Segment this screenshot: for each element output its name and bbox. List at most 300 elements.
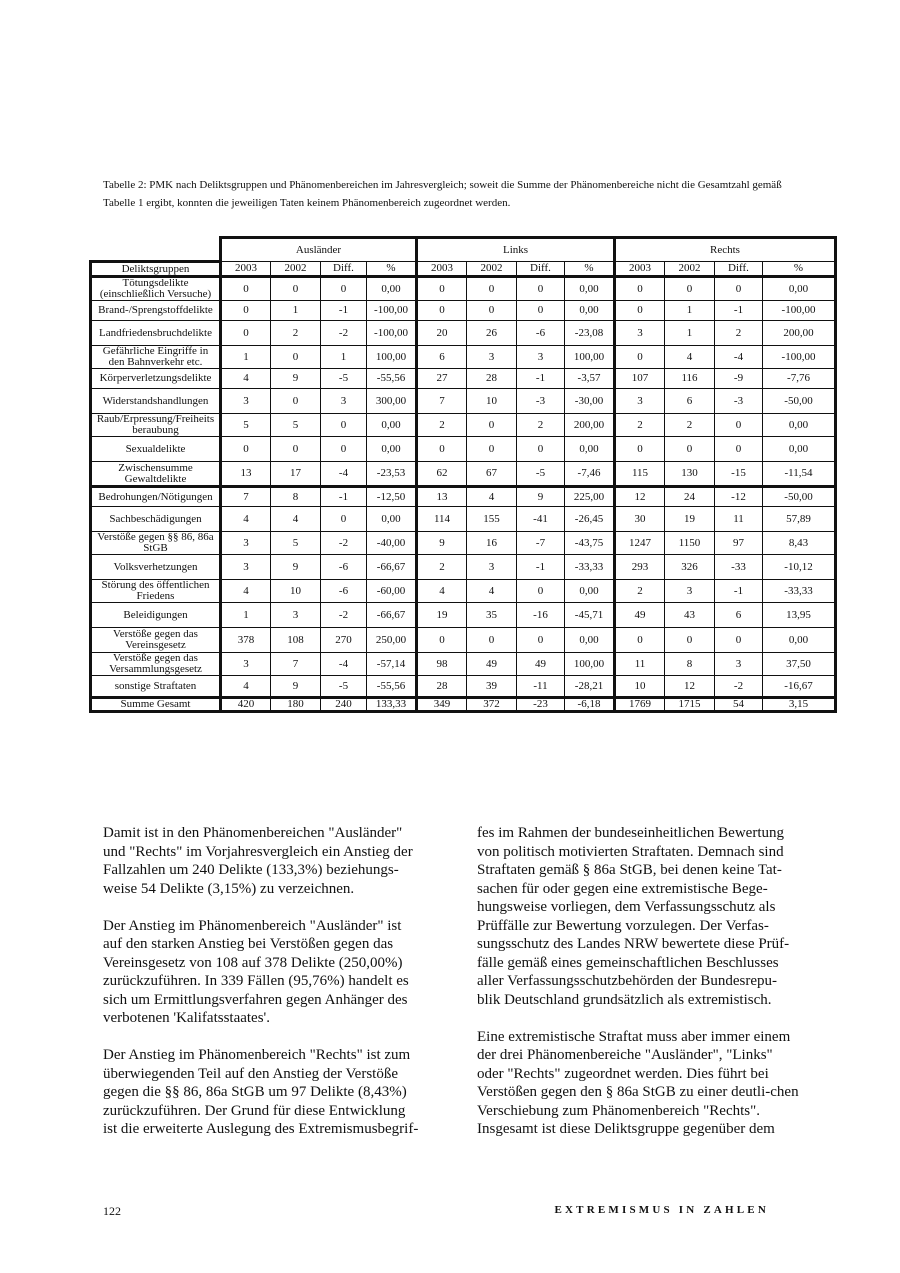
value-cell: 0 <box>665 277 715 301</box>
value-cell: -23,08 <box>565 321 615 346</box>
row-label-line: Verstöße gegen §§ 86, 86a <box>97 531 214 543</box>
value-cell: -7,46 <box>565 462 615 487</box>
value-cell: -55,56 <box>367 676 417 698</box>
value-cell: 1715 <box>665 698 715 712</box>
row-label <box>91 277 221 301</box>
row-header: Deliktsgruppen <box>91 262 221 277</box>
row-label-line: Versammlungsgesetz <box>109 663 202 675</box>
value-cell: -6 <box>321 580 367 603</box>
value-cell: -4 <box>715 346 763 369</box>
table-row <box>91 321 836 346</box>
value-cell: 0 <box>417 437 467 462</box>
value-cell: 0,00 <box>763 628 836 653</box>
value-cell: 2 <box>517 414 565 437</box>
value-cell: 0 <box>417 277 467 301</box>
value-cell: -5 <box>517 462 565 487</box>
row-label <box>91 603 221 628</box>
value-cell: 9 <box>517 487 565 507</box>
value-cell: 1247 <box>615 532 665 555</box>
value-cell: 28 <box>417 676 467 698</box>
value-cell: 3 <box>615 321 665 346</box>
value-cell: 2 <box>615 580 665 603</box>
value-cell: 0 <box>467 628 517 653</box>
value-cell: 1150 <box>665 532 715 555</box>
row-label <box>91 414 221 437</box>
value-cell: 57,89 <box>763 507 836 532</box>
group-header-row <box>91 238 836 262</box>
value-cell: -3 <box>715 389 763 414</box>
value-cell: 0 <box>615 346 665 369</box>
value-cell: -12,50 <box>367 487 417 507</box>
pmk-table <box>89 236 837 713</box>
value-cell: 0 <box>321 437 367 462</box>
value-cell: -50,00 <box>763 389 836 414</box>
value-cell: -15 <box>715 462 763 487</box>
value-cell: 20 <box>417 321 467 346</box>
row-label-line: Landfriedensbruchdelikte <box>98 326 212 339</box>
value-cell: 8 <box>665 653 715 676</box>
value-cell: 3 <box>467 555 517 580</box>
value-cell: 100,00 <box>565 346 615 369</box>
group-header-0: Ausländer <box>221 238 417 262</box>
row-label-line: StGB <box>143 542 168 554</box>
value-cell: -33 <box>715 555 763 580</box>
value-cell: 8,43 <box>763 532 836 555</box>
value-cell: 0 <box>417 301 467 321</box>
value-cell: 28 <box>467 369 517 389</box>
value-cell: -45,71 <box>565 603 615 628</box>
value-cell: -7,76 <box>763 369 836 389</box>
value-cell: 0,00 <box>367 277 417 301</box>
value-cell: 7 <box>221 487 271 507</box>
row-label-line: Bedrohungen/Nötigungen <box>98 490 213 503</box>
value-cell: 0 <box>271 277 321 301</box>
column-header: 2003 <box>615 262 665 277</box>
value-cell: 3 <box>665 580 715 603</box>
row-label-line: Gefährliche Eingriffe in <box>102 345 209 357</box>
value-cell: 3 <box>715 653 763 676</box>
table-row <box>91 555 836 580</box>
value-cell: -40,00 <box>367 532 417 555</box>
value-cell: 270 <box>321 628 367 653</box>
value-cell: 3 <box>221 389 271 414</box>
value-cell: -9 <box>715 369 763 389</box>
row-label-line: Verstöße gegen das <box>113 628 198 640</box>
value-cell: 0,00 <box>763 414 836 437</box>
value-cell: 115 <box>615 462 665 487</box>
value-cell: -2 <box>715 676 763 698</box>
value-cell: -60,00 <box>367 580 417 603</box>
value-cell: 420 <box>221 698 271 712</box>
value-cell: -16,67 <box>763 676 836 698</box>
value-cell: -2 <box>321 603 367 628</box>
value-cell: 0 <box>271 389 321 414</box>
column-header: 2003 <box>417 262 467 277</box>
table-row <box>91 301 836 321</box>
value-cell: -6,18 <box>565 698 615 712</box>
value-cell: 9 <box>417 532 467 555</box>
value-cell: 13 <box>417 487 467 507</box>
value-cell: 4 <box>221 507 271 532</box>
value-cell: 97 <box>715 532 763 555</box>
body-column-right <box>477 824 799 1157</box>
value-cell: 0 <box>517 277 565 301</box>
value-cell: 0 <box>517 628 565 653</box>
value-cell: 2 <box>615 414 665 437</box>
value-cell: -10,12 <box>763 555 836 580</box>
value-cell: 200,00 <box>763 321 836 346</box>
value-cell: 5 <box>271 414 321 437</box>
value-cell: -50,00 <box>763 487 836 507</box>
value-cell: 27 <box>417 369 467 389</box>
row-label-line: Tötungsdelikte <box>122 277 189 289</box>
value-cell: -7 <box>517 532 565 555</box>
value-cell: 67 <box>467 462 517 487</box>
row-label-line: (einschließlich Versuche) <box>99 288 212 300</box>
value-cell: -100,00 <box>763 301 836 321</box>
value-cell: 10 <box>467 389 517 414</box>
value-cell: 1 <box>221 603 271 628</box>
value-cell: 49 <box>467 653 517 676</box>
column-header: % <box>367 262 417 277</box>
row-label-line: Sexualdelikte <box>125 442 186 455</box>
column-header: 2002 <box>665 262 715 277</box>
value-cell: 13 <box>221 462 271 487</box>
value-cell: 100,00 <box>367 346 417 369</box>
paragraph: Eine extremistische Straftat muss aber immer einem der drei Phänomenbereiche "Ausländer", "Links" oder "Rechts" zugeordnet werden. Dies führt bei Verstößen gegen den § 86a StGB zu einer deutli-chen Verschiebung zum Phänomenbereich "Rechts". Insgesamt ist diese Deliktsgruppe gegenüber dem <box>477 1028 799 1137</box>
column-header: % <box>565 262 615 277</box>
value-cell: -5 <box>321 676 367 698</box>
value-cell: 133,33 <box>367 698 417 712</box>
value-cell: 0 <box>715 437 763 462</box>
value-cell: -1 <box>517 555 565 580</box>
value-cell: 0,00 <box>565 301 615 321</box>
value-cell: -4 <box>321 462 367 487</box>
row-label-line: Körperverletzungsdelikte <box>99 372 212 384</box>
value-cell: 16 <box>467 532 517 555</box>
row-label-line: beraubung <box>132 424 179 436</box>
value-cell: 4 <box>221 580 271 603</box>
row-label <box>91 555 221 580</box>
table-row <box>91 698 836 712</box>
table-row <box>91 277 836 301</box>
running-title: EXTREMISMUS IN ZAHLEN <box>554 1204 769 1216</box>
value-cell: 108 <box>271 628 321 653</box>
value-cell: -100,00 <box>367 321 417 346</box>
value-cell: -1 <box>321 487 367 507</box>
value-cell: 225,00 <box>565 487 615 507</box>
value-cell: 0,00 <box>565 628 615 653</box>
value-cell: 43 <box>665 603 715 628</box>
row-label-line: Widerstandshandlungen <box>102 394 209 407</box>
value-cell: 26 <box>467 321 517 346</box>
value-cell: -33,33 <box>565 555 615 580</box>
value-cell: 8 <box>271 487 321 507</box>
row-label <box>91 676 221 698</box>
value-cell: -100,00 <box>763 346 836 369</box>
row-label <box>91 698 221 712</box>
value-cell: 39 <box>467 676 517 698</box>
row-label <box>91 389 221 414</box>
value-cell: -23 <box>517 698 565 712</box>
value-cell: 3 <box>321 389 367 414</box>
value-cell: 293 <box>615 555 665 580</box>
value-cell: -57,14 <box>367 653 417 676</box>
value-cell: -4 <box>321 653 367 676</box>
value-cell: 4 <box>467 487 517 507</box>
value-cell: 4 <box>417 580 467 603</box>
row-label <box>91 437 221 462</box>
value-cell: 0 <box>417 628 467 653</box>
value-cell: 6 <box>715 603 763 628</box>
value-cell: 11 <box>715 507 763 532</box>
value-cell: 180 <box>271 698 321 712</box>
column-header: Diff. <box>517 262 565 277</box>
paragraph: fes im Rahmen der bundeseinheitlichen Bewertung von politisch motivierten Straftaten. Demnach sind Straftaten gemäß § 86a StGB, bei denen keine Tat-sachen für oder gegen eine extremistische Bege-hungsweise vorliegen, dem Verfassungsschutz als Prüffälle zur Bewertung vorzulegen. Der Verfas-sungsschutz des Landes NRW bewertete diese Prüf-fälle gemäß eines gemeinschaftlichen Beschlusses aller Verfassungsschutzbehörden der Bundesrepu-blik Deutschland grundsätzlich als extremistisch. <box>477 825 790 1008</box>
value-cell: 17 <box>271 462 321 487</box>
value-cell: 130 <box>665 462 715 487</box>
value-cell: 1769 <box>615 698 665 712</box>
value-cell: 107 <box>615 369 665 389</box>
value-cell: 326 <box>665 555 715 580</box>
value-cell: -28,21 <box>565 676 615 698</box>
value-cell: 3 <box>517 346 565 369</box>
row-label-line: Brand-/Sprengstoffdelikte <box>98 304 213 316</box>
value-cell: 3 <box>221 532 271 555</box>
value-cell: 6 <box>417 346 467 369</box>
value-cell: 1 <box>665 301 715 321</box>
value-cell: -23,53 <box>367 462 417 487</box>
column-header: % <box>763 262 836 277</box>
value-cell: 4 <box>271 507 321 532</box>
value-cell: 2 <box>715 321 763 346</box>
table-row <box>91 462 836 487</box>
value-cell: -55,56 <box>367 369 417 389</box>
column-header-row <box>91 262 836 277</box>
row-label <box>91 628 221 653</box>
value-cell: -41 <box>517 507 565 532</box>
value-cell: 378 <box>221 628 271 653</box>
table-row <box>91 603 836 628</box>
value-cell: 2 <box>271 321 321 346</box>
value-cell: -3 <box>517 389 565 414</box>
value-cell: 19 <box>417 603 467 628</box>
value-cell: -2 <box>321 321 367 346</box>
value-cell: 2 <box>665 414 715 437</box>
table-row <box>91 346 836 369</box>
paragraph: Der Anstieg im Phänomenbereich "Ausländer" ist auf den starken Anstieg bei Verstößen gegen das Vereinsgesetz von 108 auf 378 Delikte (250,00%) zurückzuführen. In 339 Fällen (95,76%) handelt es sich um Ermittlungsverfahren gegen Anhänger des verbotenen 'Kalifatsstaates'. <box>103 917 409 1026</box>
table-row <box>91 532 836 555</box>
value-cell: 3 <box>221 653 271 676</box>
value-cell: 116 <box>665 369 715 389</box>
value-cell: -33,33 <box>763 580 836 603</box>
value-cell: 19 <box>665 507 715 532</box>
value-cell: 0 <box>221 277 271 301</box>
value-cell: 62 <box>417 462 467 487</box>
value-cell: -100,00 <box>367 301 417 321</box>
value-cell: 100,00 <box>565 653 615 676</box>
value-cell: 0,00 <box>565 437 615 462</box>
table-row <box>91 414 836 437</box>
value-cell: -1 <box>715 301 763 321</box>
value-cell: 4 <box>221 369 271 389</box>
row-label-line: den Bahnverkehr etc. <box>108 356 203 368</box>
row-label-line: Raub/Erpressung/Freiheits <box>96 413 215 425</box>
value-cell: 0 <box>271 346 321 369</box>
value-cell: 9 <box>271 555 321 580</box>
value-cell: 10 <box>615 676 665 698</box>
row-label <box>91 532 221 555</box>
paragraph: Damit ist in den Phänomenbereichen "Ausländer" und "Rechts" im Vorjahresvergleich ein Anstieg der Fallzahlen um 240 Delikte (133,3%) beziehungs-weise 54 Delikte (3,15%) zu verzeichnen. <box>103 825 413 897</box>
value-cell: -26,45 <box>565 507 615 532</box>
value-cell: 6 <box>665 389 715 414</box>
value-cell: -11,54 <box>763 462 836 487</box>
row-label-line: Störung des öffentlichen <box>101 579 210 591</box>
value-cell: 49 <box>615 603 665 628</box>
group-header-1: Links <box>417 238 615 262</box>
value-cell: 0 <box>615 628 665 653</box>
table-row <box>91 507 836 532</box>
value-cell: 0 <box>615 277 665 301</box>
value-cell: 349 <box>417 698 467 712</box>
value-cell: -66,67 <box>367 603 417 628</box>
value-cell: 4 <box>221 676 271 698</box>
value-cell: 3,15 <box>763 698 836 712</box>
row-label <box>91 487 221 507</box>
table-row <box>91 389 836 414</box>
value-cell: 9 <box>271 369 321 389</box>
table-caption: Tabelle 2: PMK nach Deliktsgruppen und Phänomenbereichen im Jahresvergleich; soweit die Summe der Phänomenbereiche nicht die Gesamtzahl gemäß Tabelle 1 ergibt, konnten die jeweiligen Taten keinem Phänomenbereich zugeordnet werden. <box>103 179 782 209</box>
value-cell: -30,00 <box>565 389 615 414</box>
value-cell: 0 <box>221 301 271 321</box>
value-cell: 0,00 <box>763 277 836 301</box>
row-label <box>91 301 221 321</box>
table-row <box>91 653 836 676</box>
value-cell: 1 <box>271 301 321 321</box>
value-cell: -16 <box>517 603 565 628</box>
column-header: 2003 <box>221 262 271 277</box>
value-cell: 12 <box>665 676 715 698</box>
value-cell: 3 <box>221 555 271 580</box>
value-cell: 5 <box>221 414 271 437</box>
value-cell: -6 <box>517 321 565 346</box>
value-cell: 0 <box>467 301 517 321</box>
row-label <box>91 462 221 487</box>
table-row <box>91 676 836 698</box>
value-cell: 200,00 <box>565 414 615 437</box>
group-header-2: Rechts <box>615 238 836 262</box>
value-cell: 0,00 <box>367 414 417 437</box>
value-cell: 1 <box>665 321 715 346</box>
value-cell: 0 <box>467 277 517 301</box>
value-cell: 114 <box>417 507 467 532</box>
value-cell: 0 <box>715 414 763 437</box>
value-cell: 0 <box>517 301 565 321</box>
row-label-line: Zwischensumme <box>118 461 193 474</box>
value-cell: 30 <box>615 507 665 532</box>
row-label <box>91 346 221 369</box>
page-number: 122 <box>103 1204 121 1218</box>
value-cell: 37,50 <box>763 653 836 676</box>
row-label-line: Summe Gesamt <box>120 698 191 710</box>
value-cell: -2 <box>321 532 367 555</box>
row-label-line: Friedens <box>136 590 175 602</box>
row-label <box>91 580 221 603</box>
value-cell: 0 <box>665 628 715 653</box>
table-row <box>91 628 836 653</box>
value-cell: -11 <box>517 676 565 698</box>
value-cell: 0 <box>321 277 367 301</box>
table-row <box>91 369 836 389</box>
value-cell: -1 <box>715 580 763 603</box>
value-cell: 0 <box>665 437 715 462</box>
row-label <box>91 321 221 346</box>
value-cell: 9 <box>271 676 321 698</box>
value-cell: 0 <box>467 437 517 462</box>
value-cell: 3 <box>467 346 517 369</box>
value-cell: 0 <box>715 628 763 653</box>
column-header: Diff. <box>321 262 367 277</box>
value-cell: 3 <box>615 389 665 414</box>
value-cell: 0,00 <box>565 277 615 301</box>
value-cell: 0 <box>271 437 321 462</box>
body-column-left <box>103 824 423 1157</box>
table-row <box>91 580 836 603</box>
row-label <box>91 369 221 389</box>
value-cell: 35 <box>467 603 517 628</box>
value-cell: 0 <box>517 580 565 603</box>
paragraph: Der Anstieg im Phänomenbereich "Rechts" ist zum überwiegenden Teil auf den Anstieg der Verstöße gegen die §§ 86, 86a StGB um 97 Delikte (8,43%) zurückzuführen. Der Grund für diese Entwicklung ist die erweiterte Auslegung des Extremismusbegrif- <box>103 1047 419 1137</box>
value-cell: -6 <box>321 555 367 580</box>
value-cell: 300,00 <box>367 389 417 414</box>
value-cell: 7 <box>271 653 321 676</box>
column-header: 2002 <box>467 262 517 277</box>
value-cell: -12 <box>715 487 763 507</box>
blank-cell <box>91 238 221 262</box>
row-label-line: sonstige Straftaten <box>114 679 197 692</box>
value-cell: 250,00 <box>367 628 417 653</box>
value-cell: 0 <box>221 321 271 346</box>
value-cell: 0,00 <box>367 507 417 532</box>
value-cell: 12 <box>615 487 665 507</box>
value-cell: -66,67 <box>367 555 417 580</box>
value-cell: 0 <box>715 277 763 301</box>
value-cell: 7 <box>417 389 467 414</box>
value-cell: -1 <box>517 369 565 389</box>
value-cell: 1 <box>321 346 367 369</box>
row-label <box>91 507 221 532</box>
value-cell: 0 <box>321 414 367 437</box>
value-cell: 0,00 <box>763 437 836 462</box>
value-cell: 0,00 <box>565 580 615 603</box>
value-cell: 98 <box>417 653 467 676</box>
value-cell: 2 <box>417 414 467 437</box>
row-label-line: Gewaltdelikte <box>124 472 187 485</box>
value-cell: 3 <box>271 603 321 628</box>
value-cell: 0 <box>221 437 271 462</box>
value-cell: 372 <box>467 698 517 712</box>
value-cell: 0 <box>615 437 665 462</box>
value-cell: 0 <box>321 507 367 532</box>
value-cell: 11 <box>615 653 665 676</box>
row-label-line: Beleidigungen <box>123 608 188 621</box>
value-cell: 13,95 <box>763 603 836 628</box>
value-cell: 1 <box>221 346 271 369</box>
value-cell: 4 <box>467 580 517 603</box>
value-cell: -5 <box>321 369 367 389</box>
value-cell: 49 <box>517 653 565 676</box>
value-cell: 240 <box>321 698 367 712</box>
